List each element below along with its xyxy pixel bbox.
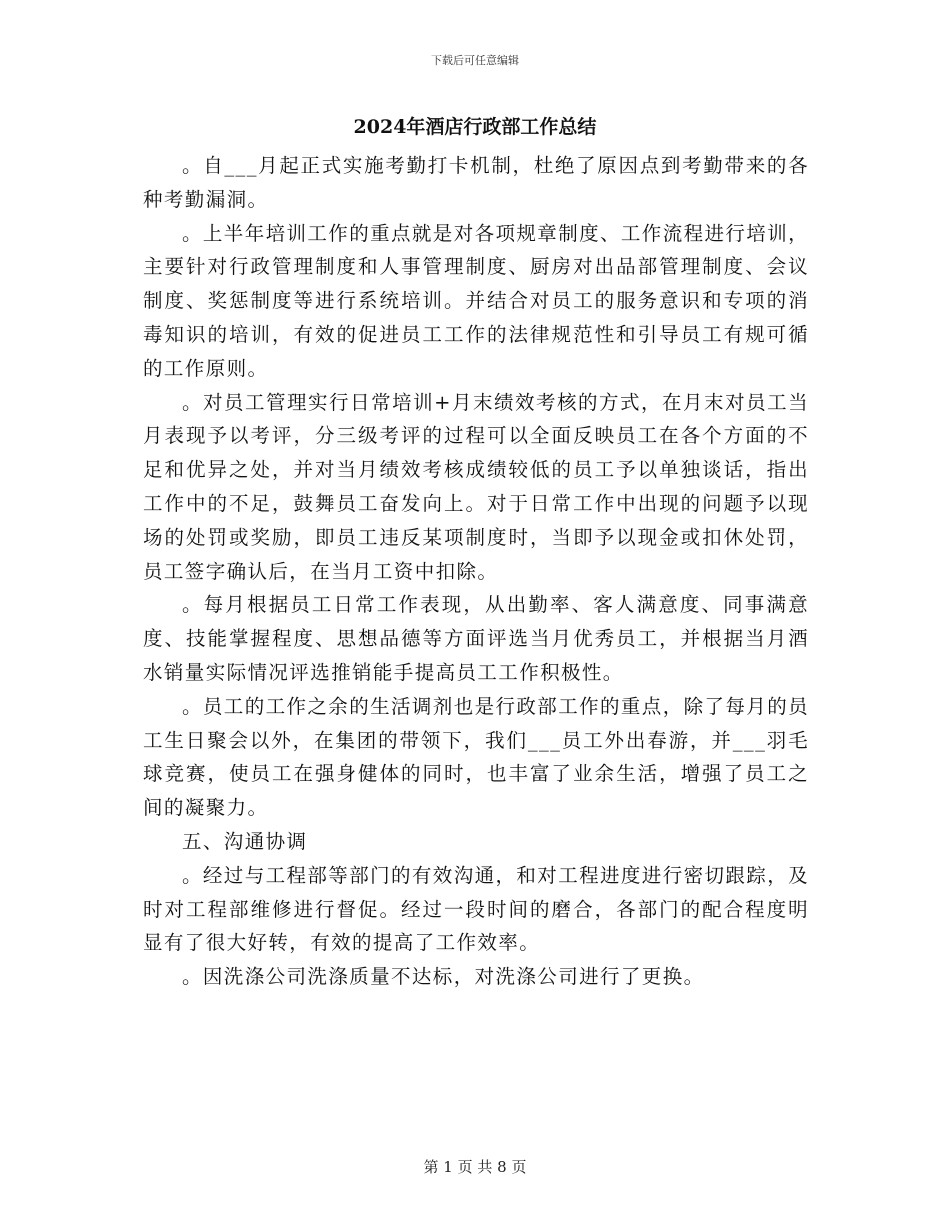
section-heading-communication: 五、沟通协调 bbox=[182, 829, 308, 853]
paragraph-attendance: 。自___月起正式实施考勤打卡机制，杜绝了原因点到考勤带来的各种考勤漏洞。 bbox=[143, 154, 809, 211]
paragraph-laundry-vendor: 。因洗涤公司洗涤质量不达标，对洗涤公司进行了更换。 bbox=[182, 965, 705, 989]
page-header-note: 下载后可任意编辑 bbox=[431, 54, 519, 67]
document-body bbox=[143, 149, 809, 994]
paragraph-engineering-coordination: 。经过与工程部等部门的有效沟通，和对工程进度进行密切跟踪，及时对工程部维修进行督促。经过一段时间的磨合，各部门的配合程度明显有了很大好转，有效的提高了工作效率。 bbox=[143, 863, 810, 955]
paragraph-performance-review: 。对员工管理实行日常培训+月末绩效考核的方式，在月末对员工当月表现予以考评，分三级考评的过程可以全面反映员工在各个方面的不足和优异之处，并对当月绩效考核成绩较低的员工予以单独谈话，指出工作中的不足，鼓舞员工奋发向上。对于日常工作中出现的问题予以现场的处罚或奖励，即员工违反某项制度时，当即予以现金或扣休处罚，员工签字确认后，在当月工资中扣除。 bbox=[143, 390, 809, 583]
paragraph-training: 。上半年培训工作的重点就是对各项规章制度、工作流程进行培训，主要针对行政管理制度和人事管理制度、厨房对出品部管理制度、会议制度、奖惩制度等进行系统培训。并结合对员工的服务意识和专项的消毒知识的培训，有效的促进员工工作的法律规范性和引导员工有规可循的工作原则。 bbox=[143, 221, 810, 380]
paragraph-monthly-award: 。每月根据员工日常工作表现，从出勤率、客人满意度、同事满意度、技能掌握程度、思想品德等方面评选当月优秀员工，并根据当月酒水销量实际情况评选推销能手提高员工工作积极性。 bbox=[143, 593, 809, 684]
document-title: 2024年酒店行政部工作总结 bbox=[353, 116, 597, 138]
paragraph-staff-activities: 。员工的工作之余的生活调剂也是行政部工作的重点，除了每月的员工生日聚会以外，在集团的带领下，我们___员工外出春游，并___羽毛球竞赛，使员工在强身健体的同时，也丰富了业余生活，增强了员工之间的凝聚力。 bbox=[143, 694, 810, 820]
page-number: 第 1 页 共 8 页 bbox=[423, 1158, 527, 1176]
